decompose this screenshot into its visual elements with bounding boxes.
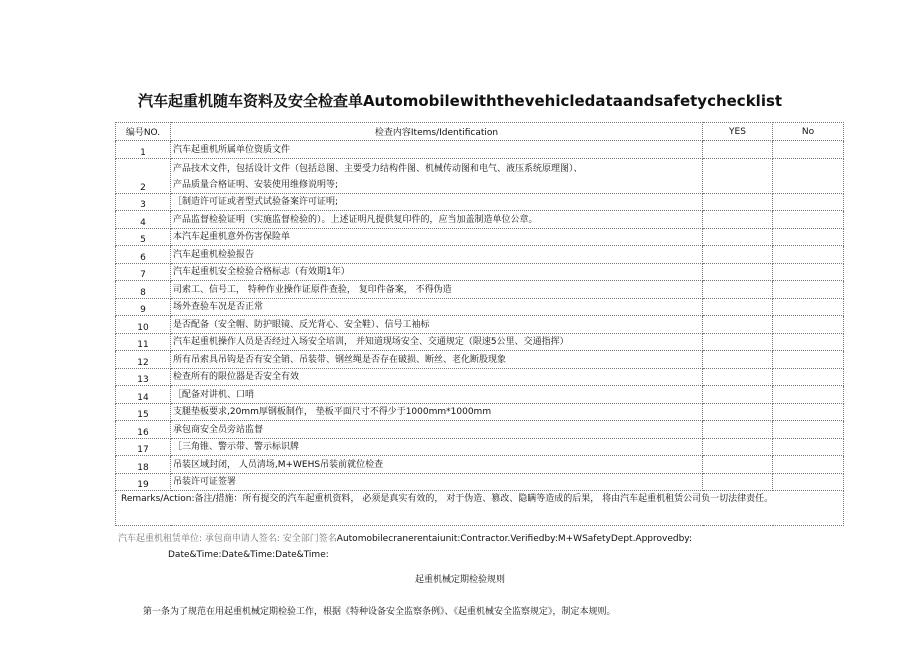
row-item-text: [171, 263, 703, 281]
check-cell-yes[interactable]: [703, 281, 773, 299]
item-line: 汽车起重机检验报告: [173, 249, 255, 260]
check-cell-yes[interactable]: [703, 456, 773, 474]
item-line: 汽车起重机所属单位资质文件: [173, 144, 291, 155]
row-item-text: [171, 333, 703, 351]
check-cell-no[interactable]: [773, 368, 844, 386]
check-cell-no[interactable]: [773, 141, 844, 159]
item-line: 支腿垫板要求,20mm厚钢板制作， 垫板平面尺寸不得少于1000mm*1000mm: [173, 407, 492, 417]
check-cell-no[interactable]: [773, 351, 844, 369]
row-item-text: [171, 473, 703, 491]
check-cell-yes[interactable]: [703, 333, 773, 351]
item-line: 是否配备（安全帽、防护眼镜、反光背心、安全鞋）、信号工袖标: [173, 319, 430, 330]
item-line: 吊装许可证签署: [173, 477, 237, 487]
row-item-text: [171, 211, 703, 229]
table-row: [116, 193, 844, 211]
row-number: 11: [116, 333, 171, 351]
row-item-text: [171, 421, 703, 439]
item-line: 本汽车起重机意外伤害保险单: [173, 232, 291, 242]
date-time-line: Date&Time:Date&Time:Date&Time:: [168, 550, 329, 560]
signature-line: [118, 531, 692, 544]
row-number: 17: [116, 438, 171, 456]
table-row: [116, 368, 844, 386]
check-cell-yes[interactable]: [703, 473, 773, 491]
table-row: [116, 281, 844, 299]
table-row: [116, 228, 844, 246]
row-item-text: [171, 316, 703, 334]
check-cell-yes[interactable]: [703, 158, 773, 193]
check-cell-yes[interactable]: [703, 421, 773, 439]
item-line: 司索工、信号工， 特种作业操作证原件查验， 复印件备案， 不得伪造: [173, 284, 452, 295]
table-row: [116, 473, 844, 491]
check-cell-no[interactable]: [773, 298, 844, 316]
item-line: ［制造许可证或者型式试验备案许可证明;: [173, 197, 339, 207]
check-cell-yes[interactable]: [703, 263, 773, 281]
check-cell-no[interactable]: [773, 421, 844, 439]
row-item-text: [171, 158, 703, 193]
paragraph-text: 第一条为了规范在用起重机械定期检验工作，根据《特种设备安全监察条例》、《起重机械安全监察规定》，制定本规则。: [143, 607, 616, 617]
row-item-text: [171, 368, 703, 386]
row-item-text: [171, 438, 703, 456]
table-row: [116, 351, 844, 369]
item-line: 承包商安全员旁站监督: [173, 424, 264, 435]
row-number: 9: [116, 298, 171, 316]
check-cell-yes[interactable]: [703, 228, 773, 246]
row-item-text: [171, 193, 703, 211]
row-number: 1: [116, 141, 171, 159]
row-item-text: [171, 403, 703, 421]
item-line: 吊装区域封闭， 人员清场,M+WEHS吊装前就位检查: [173, 459, 384, 470]
row-number: 18: [116, 456, 171, 474]
page-title: 汽车起重机随车资料及安全检查单Automobilewiththevehicledataandsafetychecklist: [137, 92, 783, 110]
check-cell-no[interactable]: [773, 246, 844, 264]
row-item-text: [171, 281, 703, 299]
check-cell-no[interactable]: [773, 456, 844, 474]
row-item-text: [171, 298, 703, 316]
item-line: 汽车起重机操作人员是否经过入场安全培训， 并知道现场安全、交通规定（限速5公里、交通指挥）: [173, 337, 569, 347]
check-cell-no[interactable]: [773, 333, 844, 351]
check-cell-no[interactable]: [773, 316, 844, 334]
check-cell-no[interactable]: [773, 403, 844, 421]
table-row: [116, 421, 844, 439]
table-row: [116, 456, 844, 474]
safety-checklist-table: [115, 122, 844, 526]
row-number: 4: [116, 211, 171, 229]
item-line: 所有吊索具吊钩是否有安全销、吊装带、钢丝绳是否存在破损、断丝、老化断股现象: [173, 354, 507, 365]
table-row: [116, 211, 844, 229]
table-header-row: [116, 123, 844, 141]
remarks-text: Remarks/Action:备注/措施：所有提交的汽车起重机资料， 必须是真实有效的， 对于伪造、篡改、隐瞒等造成的后果， 将由汽车起重机租赁公司负一切法律责任。: [116, 491, 844, 526]
check-cell-yes[interactable]: [703, 193, 773, 211]
signature-labels-cn: 汽车起重机租赁单位: 承包商申请人签名: 安全部门签名: [118, 534, 337, 544]
check-cell-yes[interactable]: [703, 316, 773, 334]
check-cell-yes[interactable]: [703, 386, 773, 404]
check-cell-yes[interactable]: [703, 298, 773, 316]
check-cell-no[interactable]: [773, 193, 844, 211]
check-cell-no[interactable]: [773, 473, 844, 491]
item-line: 场外查验车况是否正常: [173, 302, 264, 312]
row-item-text: [171, 351, 703, 369]
check-cell-no[interactable]: [773, 263, 844, 281]
item-line: 检查所有的限位器是否安全有效: [173, 372, 300, 382]
item-line: 产品质量合格证明、安装使用维修说明等;: [173, 179, 339, 190]
check-cell-yes[interactable]: [703, 351, 773, 369]
row-item-text: [171, 456, 703, 474]
row-number: 5: [116, 228, 171, 246]
table-row: [116, 403, 844, 421]
check-cell-yes[interactable]: [703, 368, 773, 386]
table-row: [116, 158, 844, 193]
row-item-text: [171, 228, 703, 246]
table-row: [116, 333, 844, 351]
row-number: 8: [116, 281, 171, 299]
row-item-text: [171, 246, 703, 264]
row-number: 15: [116, 403, 171, 421]
row-number: 14: [116, 386, 171, 404]
row-item-text: [171, 386, 703, 404]
table-row: [116, 141, 844, 159]
item-line: ［三角锥、警示带、警示标识牌: [173, 442, 300, 452]
row-number: 16: [116, 421, 171, 439]
header-number: 编号NO.: [116, 123, 171, 141]
header-content: 检查内容Items/Identification: [171, 123, 703, 141]
check-cell-no[interactable]: [773, 228, 844, 246]
item-line: 汽车起重机安全检验合格标志（有效期1年）: [173, 267, 350, 277]
row-number: 7: [116, 263, 171, 281]
row-number: 2: [116, 158, 171, 193]
signature-labels-en: Automobilecranerentaiunit:Contractor.Verifiedby:M+WSafetyDept.Approvedby:: [336, 534, 693, 544]
row-item-text: [171, 141, 703, 159]
check-cell-no[interactable]: [773, 281, 844, 299]
check-cell-yes[interactable]: [703, 438, 773, 456]
table-row: [116, 386, 844, 404]
table-row: [116, 263, 844, 281]
item-line: ［配备对讲机、口哨: [173, 389, 255, 400]
check-cell-yes[interactable]: [703, 211, 773, 229]
table-row: [116, 298, 844, 316]
item-line: 产品技术文件，包括设计文件（包括总图、主要受力结构件图、机械传动图和电气、液压系统原理图）、: [173, 163, 583, 174]
table-row: [116, 438, 844, 456]
table-row: [116, 246, 844, 264]
check-cell-no[interactable]: [773, 438, 844, 456]
check-cell-yes[interactable]: [703, 141, 773, 159]
sub-heading: 起重机械定期检验规则: [414, 575, 505, 585]
check-cell-no[interactable]: [773, 386, 844, 404]
check-cell-no[interactable]: [773, 211, 844, 229]
row-number: 19: [116, 473, 171, 491]
check-cell-yes[interactable]: [703, 403, 773, 421]
row-number: 3: [116, 193, 171, 211]
check-cell-yes[interactable]: [703, 246, 773, 264]
row-number: 10: [116, 316, 171, 334]
header-yes: YES: [703, 123, 773, 141]
row-number: 6: [116, 246, 171, 264]
check-cell-no[interactable]: [773, 158, 844, 193]
row-number: 12: [116, 351, 171, 369]
table-row: [116, 316, 844, 334]
remarks-row: [116, 491, 844, 526]
item-line: 产品监督检验证明（实施监督检验的）。上述证明凡提供复印件的，应当加盖制造单位公章。: [173, 214, 538, 225]
row-number: 13: [116, 368, 171, 386]
header-no: No: [773, 123, 844, 141]
